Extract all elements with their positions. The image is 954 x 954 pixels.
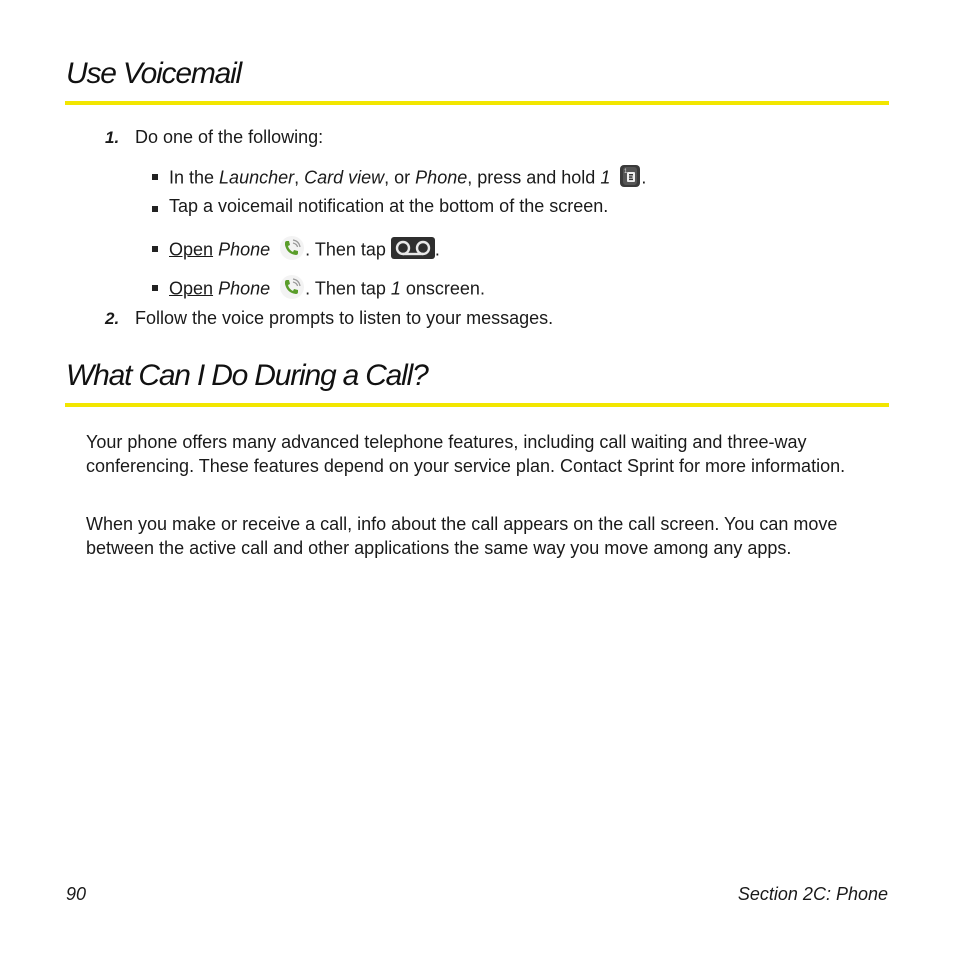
bullet-marker: [152, 285, 158, 291]
title-rule: [65, 101, 889, 105]
section-title-use-voicemail: Use Voicemail: [66, 57, 242, 90]
section-footer-label: Section 2C: Phone: [737, 884, 888, 904]
bullet-marker: [152, 246, 158, 252]
step-text: Do one of the following:: [135, 127, 324, 147]
bullet-item: In the Launcher, Card view, or Phone, press and hold 1 1 .: [169, 164, 646, 193]
open-link[interactable]: Open: [169, 278, 214, 299]
svg-text:1: 1: [624, 169, 628, 175]
voicemail-key-icon: [619, 164, 641, 193]
bullet-item: Tap a voicemail notification at the bottom of the screen.: [169, 196, 609, 216]
step-number: 1.: [105, 128, 120, 147]
open-link[interactable]: Open: [169, 239, 214, 260]
body-paragraph: Your phone offers many advanced telephone features, including call waiting and three-way conferencing. These features depend on your service plan. Contact Sprint for more information.: [86, 432, 846, 476]
page-number: 90: [66, 884, 87, 904]
body-paragraph: When you make or receive a call, info about the call appears on the call screen. You can move between the active call and other applications the same way you move among any apps.: [86, 514, 838, 558]
bullet-item: Open Phone . Then tap 1 onscreen.: [169, 274, 485, 305]
bullet-marker: [152, 206, 158, 212]
phone-app-icon: [279, 235, 305, 266]
step-text: Follow the voice prompts to listen to your messages.: [135, 308, 554, 328]
title-rule: [65, 403, 889, 407]
section-title-during-call: What Can I Do During a Call?: [66, 359, 428, 392]
step-number: 2.: [105, 309, 120, 328]
voicemail-icon: [391, 237, 435, 264]
bullet-marker: [152, 174, 158, 180]
phone-app-icon: [279, 274, 305, 305]
bullet-item: Open Phone . Then tap .: [169, 235, 440, 266]
